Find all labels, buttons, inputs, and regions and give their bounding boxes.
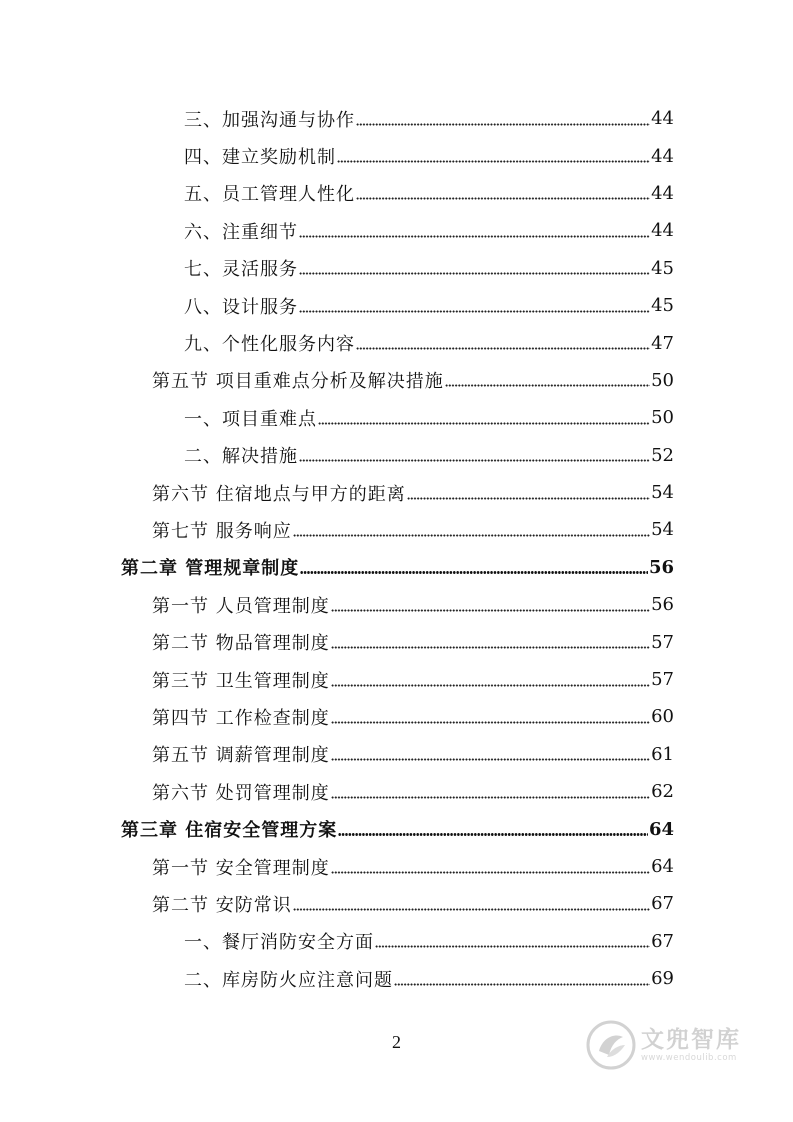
toc-dot-leader: [338, 820, 648, 838]
toc-dot-leader: [299, 259, 650, 277]
toc-entry[interactable]: [0, 848, 793, 885]
toc-entry-page: 56: [648, 556, 674, 578]
toc-entry-title: 一、餐厅消防安全方面: [184, 932, 374, 954]
toc-dot-leader: [331, 671, 650, 689]
watermark-url: www.wendoulib.com: [641, 1053, 737, 1063]
toc-entry-title: 第五节 项目重难点分析及解决措施: [152, 371, 444, 393]
toc-entry-page: 52: [651, 444, 674, 466]
toc-entry-title: 三、加强沟通与协作: [184, 109, 355, 131]
toc-entry-page: 47: [651, 332, 674, 354]
toc-entry[interactable]: [0, 324, 793, 361]
toc-entry-title: 第三节 卫生管理制度: [152, 670, 330, 692]
toc-entry-page: 61: [651, 743, 674, 765]
toc-entry-page: 54: [651, 482, 674, 504]
toc-entry[interactable]: [0, 399, 793, 436]
toc-entry[interactable]: [0, 661, 793, 698]
toc-entry-page: 54: [651, 519, 674, 541]
toc-dot-leader: [331, 596, 650, 614]
toc-entry-page: 64: [651, 856, 674, 877]
toc-entry-page: 64: [648, 818, 674, 840]
toc-entry-title: 第三章 住宿安全管理方案: [121, 820, 338, 842]
toc-dot-leader: [299, 297, 650, 315]
toc-dot-leader: [299, 222, 650, 240]
toc-dot-leader: [293, 521, 650, 539]
toc-entry-page: 57: [651, 669, 674, 691]
toc-entry-page: 67: [651, 893, 674, 915]
table-of-contents: [0, 100, 793, 997]
toc-entry[interactable]: [0, 137, 793, 174]
toc-dot-leader: [300, 558, 648, 576]
toc-dot-leader: [318, 409, 650, 427]
toc-entry[interactable]: [0, 175, 793, 212]
toc-entry-page: 45: [651, 257, 674, 279]
toc-entry-title: 六、注重细节: [184, 221, 298, 243]
toc-entry[interactable]: [0, 623, 793, 660]
toc-dot-leader: [293, 895, 650, 913]
toc-entry[interactable]: [0, 474, 793, 511]
toc-entry-page: 67: [651, 930, 674, 952]
toc-entry-title: 第一节 人员管理制度: [152, 595, 330, 617]
toc-entry-title: 八、设计服务: [184, 296, 298, 318]
toc-dot-leader: [375, 932, 650, 950]
watermark-name: 文兜智库: [641, 1027, 741, 1053]
wendou-logo-icon: [585, 1019, 637, 1071]
toc-entry-title: 第六节 住宿地点与甲方的距离: [152, 483, 406, 505]
toc-entry[interactable]: [0, 362, 793, 399]
toc-entry[interactable]: [0, 698, 793, 735]
toc-entry-title: 第二节 安防常识: [152, 894, 292, 916]
toc-entry[interactable]: [0, 549, 793, 586]
toc-entry-title: 五、员工管理人性化: [184, 184, 355, 206]
toc-dot-leader: [407, 484, 650, 502]
toc-entry-title: 第一节 安全管理制度: [152, 857, 330, 879]
toc-entry-page: 60: [651, 706, 674, 728]
toc-entry-title: 第二章 管理规章制度: [121, 558, 300, 580]
toc-entry[interactable]: [0, 586, 793, 623]
toc-entry-page: 44: [651, 182, 674, 204]
toc-entry[interactable]: [0, 250, 793, 287]
toc-entry-title: 九、个性化服务内容: [184, 334, 355, 356]
toc-entry-title: 二、解决措施: [184, 446, 298, 468]
toc-entry-title: 第六节 处罚管理制度: [152, 782, 330, 804]
toc-entry-page: 50: [651, 369, 674, 391]
toc-entry-title: 第七节 服务响应: [152, 520, 292, 542]
toc-entry[interactable]: [0, 736, 793, 773]
toc-entry[interactable]: [0, 773, 793, 810]
toc-entry-page: 45: [651, 295, 674, 317]
toc-entry-title: 一、项目重难点: [184, 408, 317, 430]
toc-entry[interactable]: [0, 923, 793, 960]
toc-entry-page: 44: [651, 145, 674, 167]
toc-dot-leader: [356, 184, 650, 202]
toc-dot-leader: [331, 708, 650, 726]
toc-entry[interactable]: [0, 287, 793, 324]
toc-entry-page: 44: [651, 220, 674, 242]
toc-dot-leader: [394, 970, 650, 988]
toc-dot-leader: [331, 783, 650, 801]
toc-dot-leader: [445, 371, 650, 389]
toc-dot-leader: [356, 334, 650, 352]
toc-dot-leader: [331, 633, 650, 651]
toc-entry[interactable]: [0, 100, 793, 137]
toc-entry-title: 二、库房防火应注意问题: [184, 969, 393, 991]
toc-entry-title: 七、灵活服务: [184, 259, 298, 281]
toc-dot-leader: [299, 446, 650, 464]
toc-dot-leader: [331, 745, 650, 763]
toc-entry-page: 44: [651, 108, 674, 130]
watermark: [585, 1015, 755, 1075]
toc-entry[interactable]: [0, 885, 793, 922]
toc-entry[interactable]: [0, 511, 793, 548]
toc-entry-title: 第二节 物品管理制度: [152, 633, 330, 655]
toc-entry-page: 69: [651, 968, 674, 990]
toc-entry-page: 50: [651, 407, 674, 429]
toc-entry-title: 第五节 调薪管理制度: [152, 745, 330, 767]
toc-entry-page: 57: [651, 631, 674, 653]
toc-entry-title: 第四节 工作检查制度: [152, 707, 330, 729]
page-number: 2: [392, 1032, 401, 1052]
toc-entry-page: 62: [651, 781, 674, 803]
toc-entry[interactable]: [0, 212, 793, 249]
toc-entry[interactable]: [0, 810, 793, 847]
toc-dot-leader: [356, 110, 650, 128]
toc-dot-leader: [331, 858, 650, 876]
toc-entry-title: 四、建立奖励机制: [184, 147, 336, 169]
toc-entry-page: 56: [651, 594, 674, 616]
toc-entry[interactable]: [0, 960, 793, 997]
toc-dot-leader: [337, 147, 650, 165]
toc-entry[interactable]: [0, 437, 793, 474]
